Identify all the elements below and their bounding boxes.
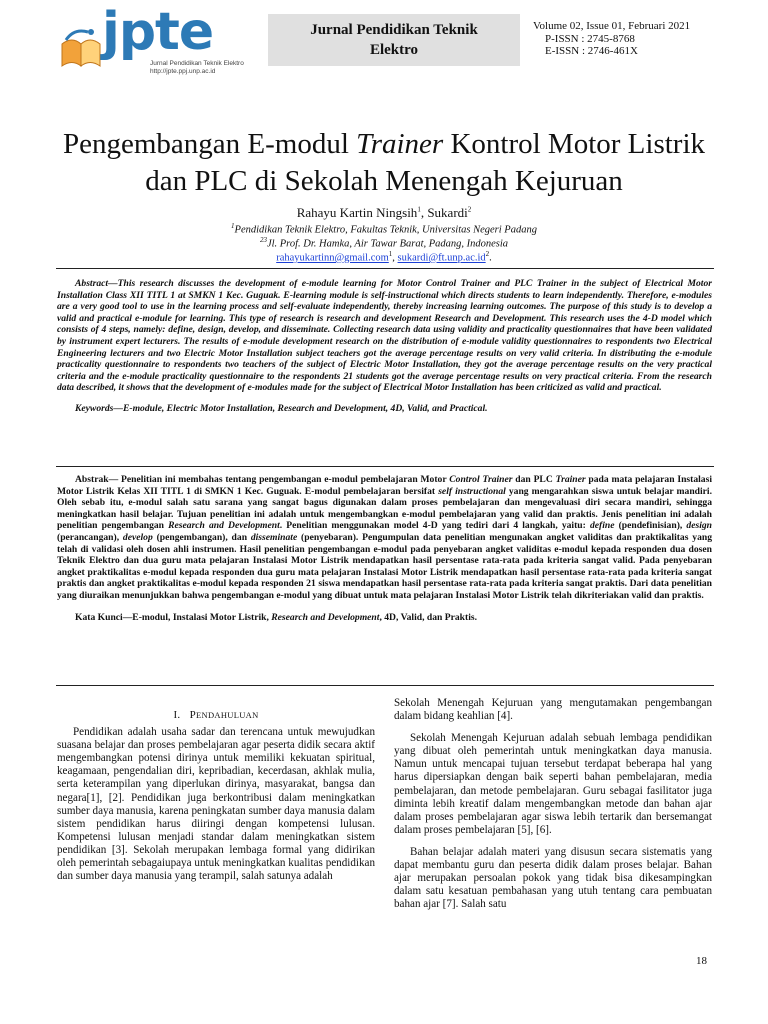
section-number: I. xyxy=(173,709,181,721)
journal-name-line1: Jurnal Pendidikan Teknik xyxy=(310,22,478,38)
paragraph: Sekolah Menengah Kejuruan adalah sebuah lembaga pendidikan yang dibuat oleh pemerintah untuk meningkatkan daya manusia. Namun untuk mencapai tujuan tersebut terdapat beberapa hal yang harus dipersiapkan dengan baik seperti bahan pembelajaran, media pembelajaran, dan metode pembelajaran. Guru sebagai fasilitator juga diminta lebih kreatif dalam mengembangkan metode dan bahan ajar dalam proses pembelajaran agar siswa lebih tertarik dan bersemangat dalam proses pembelajaran [5], [6]. xyxy=(394,732,712,836)
divider xyxy=(56,268,714,269)
section-heading xyxy=(57,709,375,722)
text-run: . Penelitian menggunakan model 4-D yang tediri dari 4 langkah, yaitu: xyxy=(279,520,590,532)
author-separator: , xyxy=(420,205,428,220)
section-title-rest: ENDAHULUAN xyxy=(196,710,259,720)
text-run-italic: define xyxy=(589,520,615,532)
title-part1: Pengembangan E-modul xyxy=(63,128,357,160)
author-name: Rahayu Kartin Ningsih xyxy=(296,205,418,220)
text-run: (perancangan), xyxy=(57,531,123,543)
text-run-italic: develop xyxy=(122,531,153,543)
text-run: (pendefinisian), xyxy=(614,520,687,532)
author-list xyxy=(0,205,768,221)
keywords-indonesian xyxy=(57,612,712,624)
journal-logo xyxy=(58,2,258,75)
text-run: dan PLC xyxy=(512,474,556,485)
author-name: Sukardi xyxy=(427,205,468,220)
text-run-italic: self instructional xyxy=(438,485,506,497)
title-part2: Kontrol Motor Listrik dan PLC di Sekolah Menengah Kejuruan xyxy=(145,128,705,197)
text-run: pada mata pelajaran Instalasi Motor Listrik Kelas XII TITL 1 di SMKN 1 Kec. Guguak. E-modul pembelajaran bersifat xyxy=(57,474,712,497)
journal-name-line2: Elektro xyxy=(369,42,419,58)
text-run: (penyebaran). Pengumpulan data penelitian mengunakan angket validitas dan praktikalitas yang telah di validasi oleh dosen ahli instrumen. Hasil penelitian pengembangan e-modul pada penyebaran angket validitas e-modul kepada responden dua dosen Teknik Elektro dan dua guru mata pelajaran Instalasi Motor Listrik mendapatkan hasil persentase rata-rata pada kriteria sangat valid. Pada penyebaran angket praktikalitas e-modul kepada responden dua guru mata pelajaran Instalasi Motor Listrik mendapatkan hasil persentase rata-rata pada kriteria sangat praktis dan angket praktikalitas e-modul kepada responden 21 siswa mendapatkan hasil persentase rata-rata pada kriteria sangat praktis. Dari data penelitian yang diuraikan menunjukkan bahwa pengembangan e-modul yang dibuat untuk mata pelajaran Instalasi Motor Listrik telah dikriteriakan valid dan praktis. xyxy=(57,531,713,601)
paragraph: Sekolah Menengah Kejuruan yang mengutamakan pengembangan dalam bidang keahlian [4]. xyxy=(394,697,712,723)
pissn: P-ISSN : 2745-8768 xyxy=(545,32,635,45)
logo-wordmark: jpte xyxy=(102,2,214,62)
text-run: (pengembangan), dan xyxy=(152,531,251,543)
paper-title xyxy=(60,126,708,200)
affiliation-text: Pendidikan Teknik Elektro, Fakultas Teknik, Universitas Negeri Padang xyxy=(234,224,537,236)
text-run-italic: Research and Development xyxy=(271,611,380,623)
logo-subtitle: Jurnal Pendidikan Teknik Elektro xyxy=(150,60,244,67)
abstract-english xyxy=(57,278,712,415)
title-italic: Trainer xyxy=(356,128,444,160)
author-superscript: 2 xyxy=(467,205,472,214)
author-superscript: 1 xyxy=(417,205,421,214)
journal-name-box xyxy=(268,14,520,66)
volume-issue: Volume 02, Issue 01, Februari 2021 xyxy=(533,20,691,32)
affiliation-superscript: 1 xyxy=(231,222,235,230)
text-run: Kata Kunci—E-modul, Instalasi Motor Listrik, xyxy=(75,611,272,623)
email-superscript: 1 xyxy=(388,250,393,258)
text-run-italic: Trainer xyxy=(555,474,586,485)
page-number: 18 xyxy=(696,955,707,967)
abstract-indonesian xyxy=(57,474,712,623)
abstract-indonesian-text xyxy=(57,474,712,602)
text-run-italic: Research and Development xyxy=(168,520,280,532)
divider xyxy=(56,466,714,467)
text-run: , 4D, Valid, dan Praktis. xyxy=(379,611,477,623)
logo-url: http://jpte.ppj.unp.ac.id xyxy=(150,68,216,75)
email-superscript: 2 xyxy=(485,250,490,258)
email-separator: , xyxy=(392,252,398,264)
section-initial: P xyxy=(189,709,197,721)
keywords-english: Keywords—E-module, Electric Motor Installation, Research and Development, 4D, Valid, and Practical. xyxy=(75,402,488,414)
text-run-italic: disseminate xyxy=(250,531,298,543)
email-link[interactable]: sukardi@ft.unp.ac.id xyxy=(397,252,486,264)
address-superscript: 23 xyxy=(259,236,267,244)
paragraph: Pendidikan adalah usaha sadar dan terencana untuk mewujudkan suasana belajar dan proses pembelajaran agar peserta didik secara aktif mengembangkan potensi dirinya untuk memiliki kekuatan spiritual, keagamaan, pengendalian diri, kepribadian, kecerdasan, akhlak mulia, serta keterampilan yang diperlukan dirinya, masyarakat, bangsa dan negara[1], [2]. Pendidikan juga berkontribusi dalam meningkatkan sumber daya manusia, karena peningkatan sumber daya manusia dalam sistem pendidikan harus diiringi dengan kompetensi lulusan. Kompetensi lulusan menjadi standar dalam meningkatkan sistem pendidikan [3]. Sekolah merupakan lembaga formal yang didirikan oleh pemerintah sebagaiupaya untuk meningkatkan kualitas pendidikan dan sumber daya manusia yang terampil, salah satunya adalah xyxy=(57,726,375,883)
email-link[interactable]: rahayukartinn@gmail.com xyxy=(276,252,389,264)
address-text: Jl. Prof. Dr. Hamka, Air Tawar Barat, Padang, Indonesia xyxy=(266,238,509,250)
left-column xyxy=(57,697,375,892)
text-run: Abstrak— Penelitian ini membahas tentang pengembangan e-modul pembelajaran Motor xyxy=(75,474,450,485)
text-run-italic: Control Trainer xyxy=(449,474,513,485)
divider xyxy=(56,685,714,686)
address xyxy=(0,236,768,250)
text-run: yang mengarahkan siswa untuk belajar mandiri. Oleh sebab itu, e-modul salah satu sarana yang sangat bagus digunakan dalam proses pembelajaran dan mengevaluasi diri secara mandiri, sehingga meningkatkan hasil belajar. Tujuan penelitian ini adalah untuk mengembangkan e-modul pembelajaran yang valid dan praktis. Jenis penelitian ini adalah penelitian pengembangan xyxy=(57,485,712,532)
book-logo-icon xyxy=(58,26,104,70)
paragraph: Bahan belajar adalah materi yang disusun secara sistematis yang dapat membantu guru dan peserta didik dalam proses belajar. Bahan ajar merupakan persoalan pokok yang tidak bisa dikesampingkan dalam satu kesatuan pembahasan yang utuh tentang cara pembuatan bahan ajar [7]. Salah satu xyxy=(394,845,712,911)
text-run-italic: design xyxy=(686,520,712,532)
email-end: . xyxy=(489,252,492,264)
issue-info xyxy=(533,20,690,58)
eissn: E-ISSN : 2746-461X xyxy=(545,45,638,57)
affiliation xyxy=(0,222,768,236)
abstract-english-text: Abstract—This research discusses the development of e-module learning for Motor Control Trainer and PLC Trainer in the subject of Electrical Motor Installation Class XII TITL 1 at SMKN 1 Kec. Guguak. E-learning module is self-instructional which directs students to learn independently. Therefore, e-modules are a very good tool to use in the learning process and self-evaluate independently, thereby increasing learning outcomes. The purpose of this study is to develop a valid and practical e-module for learning. This type of research is research and development Research and Development. This research uses the 4-D model which consists of 4 steps, namely: define, design, develop, and disseminate. Collecting research data using validity and practicality questionnaires that have been validated by instrument expert lecturers. The results of e-module development research on the distribution of e-module validity questionnaires to respondents two Electrical Engineering lecturers and two Electric Motor Installation subject teachers got the average percentage results on very valid criteria. In distributing the e-module practicality questionnaire to respondents two teachers of the subject of Electric Motor Installation, they got the average percentage results on the very practical criteria and the e-module practicality questionnaire to the respondents 21 students got the average percentage results on very practical criteria. From the research data described, it shows that the development of e-modules made for the subject of Electrical Motor Installation has been criticized as valid and practical. xyxy=(57,278,712,394)
right-column xyxy=(394,697,712,920)
email-line xyxy=(0,250,768,264)
